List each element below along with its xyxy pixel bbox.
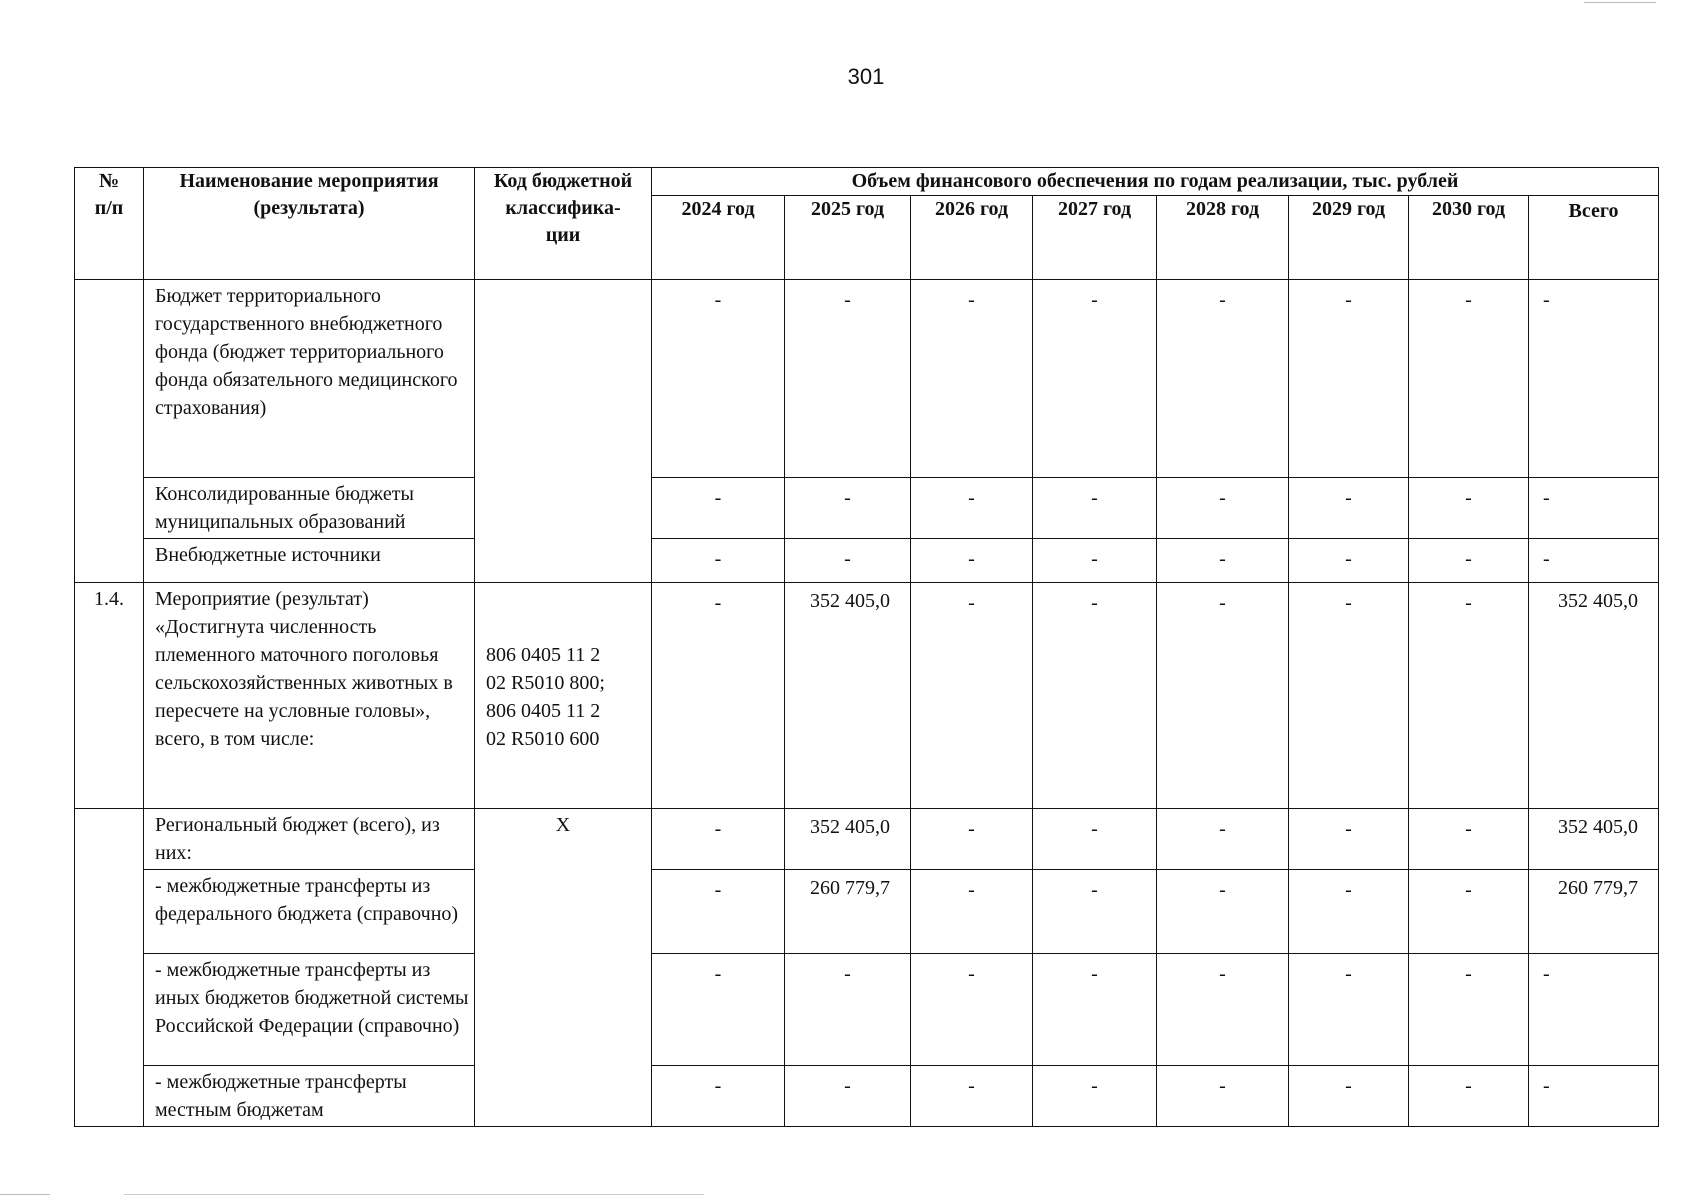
value-cell: - bbox=[652, 954, 785, 1066]
header-year-2028: 2028 год bbox=[1157, 196, 1289, 280]
value-cell: - bbox=[1033, 539, 1157, 583]
header-year-2027: 2027 год bbox=[1033, 196, 1157, 280]
row-name: Внебюджетные источники bbox=[144, 539, 475, 583]
row-code bbox=[475, 583, 652, 809]
row-name: - межбюджетные трансферты местным бюджетам bbox=[144, 1066, 475, 1127]
value-cell: - bbox=[1157, 809, 1289, 870]
value-cell: - bbox=[652, 280, 785, 478]
value-cell: - bbox=[652, 809, 785, 870]
value-cell: 260 779,7 bbox=[785, 870, 911, 954]
table-row bbox=[75, 809, 1659, 870]
table-row bbox=[75, 539, 1659, 583]
value-cell: - bbox=[911, 280, 1033, 478]
value-cell: - bbox=[911, 1066, 1033, 1127]
value-cell: - bbox=[1409, 954, 1529, 1066]
value-cell: - bbox=[911, 478, 1033, 539]
header-year-2025: 2025 год bbox=[785, 196, 911, 280]
value-cell: - bbox=[1033, 870, 1157, 954]
budget-code: 806 0405 11 2 02 R5010 800; 806 0405 11 2 02 R5010 600 bbox=[486, 644, 605, 750]
value-cell: - bbox=[1289, 809, 1409, 870]
value-cell: - bbox=[652, 870, 785, 954]
table-row bbox=[75, 870, 1659, 954]
value-cell: - bbox=[911, 809, 1033, 870]
value-cell: - bbox=[1289, 870, 1409, 954]
value-cell: - bbox=[1289, 539, 1409, 583]
value-cell: - bbox=[1409, 1066, 1529, 1127]
table-row bbox=[75, 583, 1659, 809]
value-cell: - bbox=[785, 280, 911, 478]
row-num bbox=[75, 809, 144, 1127]
value-cell: - bbox=[911, 539, 1033, 583]
total-cell: - bbox=[1529, 478, 1659, 539]
header-year-2026: 2026 год bbox=[911, 196, 1033, 280]
value-cell: - bbox=[1033, 954, 1157, 1066]
header-total: Всего bbox=[1529, 196, 1659, 280]
value-cell: - bbox=[1157, 954, 1289, 1066]
value-cell: - bbox=[652, 478, 785, 539]
financing-table bbox=[74, 167, 1659, 1127]
value-cell: - bbox=[1289, 1066, 1409, 1127]
row-code: X bbox=[475, 809, 652, 1127]
value-cell: - bbox=[1157, 583, 1289, 809]
value-cell: - bbox=[652, 583, 785, 809]
value-cell: - bbox=[1033, 1066, 1157, 1127]
value-cell: - bbox=[1033, 809, 1157, 870]
value-cell: - bbox=[1157, 870, 1289, 954]
value-cell: - bbox=[1409, 583, 1529, 809]
total-cell: 352 405,0 bbox=[1529, 583, 1659, 809]
row-num bbox=[75, 280, 144, 583]
value-cell: - bbox=[785, 539, 911, 583]
value-cell: - bbox=[1289, 280, 1409, 478]
value-cell: - bbox=[1157, 478, 1289, 539]
value-cell: - bbox=[652, 1066, 785, 1127]
value-cell: 352 405,0 bbox=[785, 583, 911, 809]
page-number: 301 bbox=[847, 64, 885, 89]
value-cell: - bbox=[785, 954, 911, 1066]
total-cell: - bbox=[1529, 1066, 1659, 1127]
value-cell: - bbox=[1157, 539, 1289, 583]
table-row bbox=[75, 954, 1659, 1066]
header-year-2029: 2029 год bbox=[1289, 196, 1409, 280]
value-cell: - bbox=[911, 954, 1033, 1066]
value-cell: - bbox=[911, 583, 1033, 809]
value-cell: - bbox=[785, 478, 911, 539]
scan-artifact bbox=[0, 1194, 50, 1195]
header-code: Код бюджетной классифика-ции bbox=[475, 168, 652, 280]
total-cell: 352 405,0 bbox=[1529, 809, 1659, 870]
value-cell: 352 405,0 bbox=[785, 809, 911, 870]
value-cell: - bbox=[1033, 280, 1157, 478]
value-cell: - bbox=[1289, 583, 1409, 809]
row-code bbox=[475, 280, 652, 583]
value-cell: - bbox=[1409, 478, 1529, 539]
value-cell: - bbox=[1289, 954, 1409, 1066]
table-row bbox=[75, 280, 1659, 478]
row-name: Консолидированные бюджеты муниципальных образований bbox=[144, 478, 475, 539]
header-name: Наименование мероприятия (результата) bbox=[144, 168, 475, 280]
value-cell: - bbox=[1033, 478, 1157, 539]
value-cell: - bbox=[1157, 280, 1289, 478]
value-cell: - bbox=[1157, 1066, 1289, 1127]
value-cell: - bbox=[1289, 478, 1409, 539]
total-cell: - bbox=[1529, 954, 1659, 1066]
row-name: - межбюджетные трансферты из иных бюджетов бюджетной системы Российской Федерации (справочно) bbox=[144, 954, 475, 1066]
total-cell: - bbox=[1529, 280, 1659, 478]
value-cell: - bbox=[1409, 539, 1529, 583]
scan-artifact bbox=[124, 1194, 704, 1195]
value-cell: - bbox=[1409, 280, 1529, 478]
table-row bbox=[75, 1066, 1659, 1127]
row-name: Бюджет территориального государственного внебюджетного фонда (бюджет территориального фонда обязательного медицинского страхования) bbox=[144, 280, 475, 478]
value-cell: - bbox=[911, 870, 1033, 954]
table-row bbox=[75, 478, 1659, 539]
value-cell: - bbox=[785, 1066, 911, 1127]
row-name: - межбюджетные трансферты из федерального бюджета (справочно) bbox=[144, 870, 475, 954]
header-num: № п/п bbox=[75, 168, 144, 280]
header-volume: Объем финансового обеспечения по годам реализации, тыс. рублей bbox=[652, 168, 1659, 196]
row-num: 1.4. bbox=[75, 583, 144, 809]
row-name: Региональный бюджет (всего), из них: bbox=[144, 809, 475, 870]
value-cell: - bbox=[652, 539, 785, 583]
value-cell: - bbox=[1409, 870, 1529, 954]
scan-artifact bbox=[1584, 2, 1656, 3]
value-cell: - bbox=[1409, 809, 1529, 870]
value-cell: - bbox=[1033, 583, 1157, 809]
total-cell: - bbox=[1529, 539, 1659, 583]
header-year-2024: 2024 год bbox=[652, 196, 785, 280]
header-year-2030: 2030 год bbox=[1409, 196, 1529, 280]
row-name: Мероприятие (результат) «Достигнута численность племенного маточного поголовья сельскохозяйственных животных в пересчете на условные головы», всего, в том числе: bbox=[144, 583, 475, 809]
total-cell: 260 779,7 bbox=[1529, 870, 1659, 954]
